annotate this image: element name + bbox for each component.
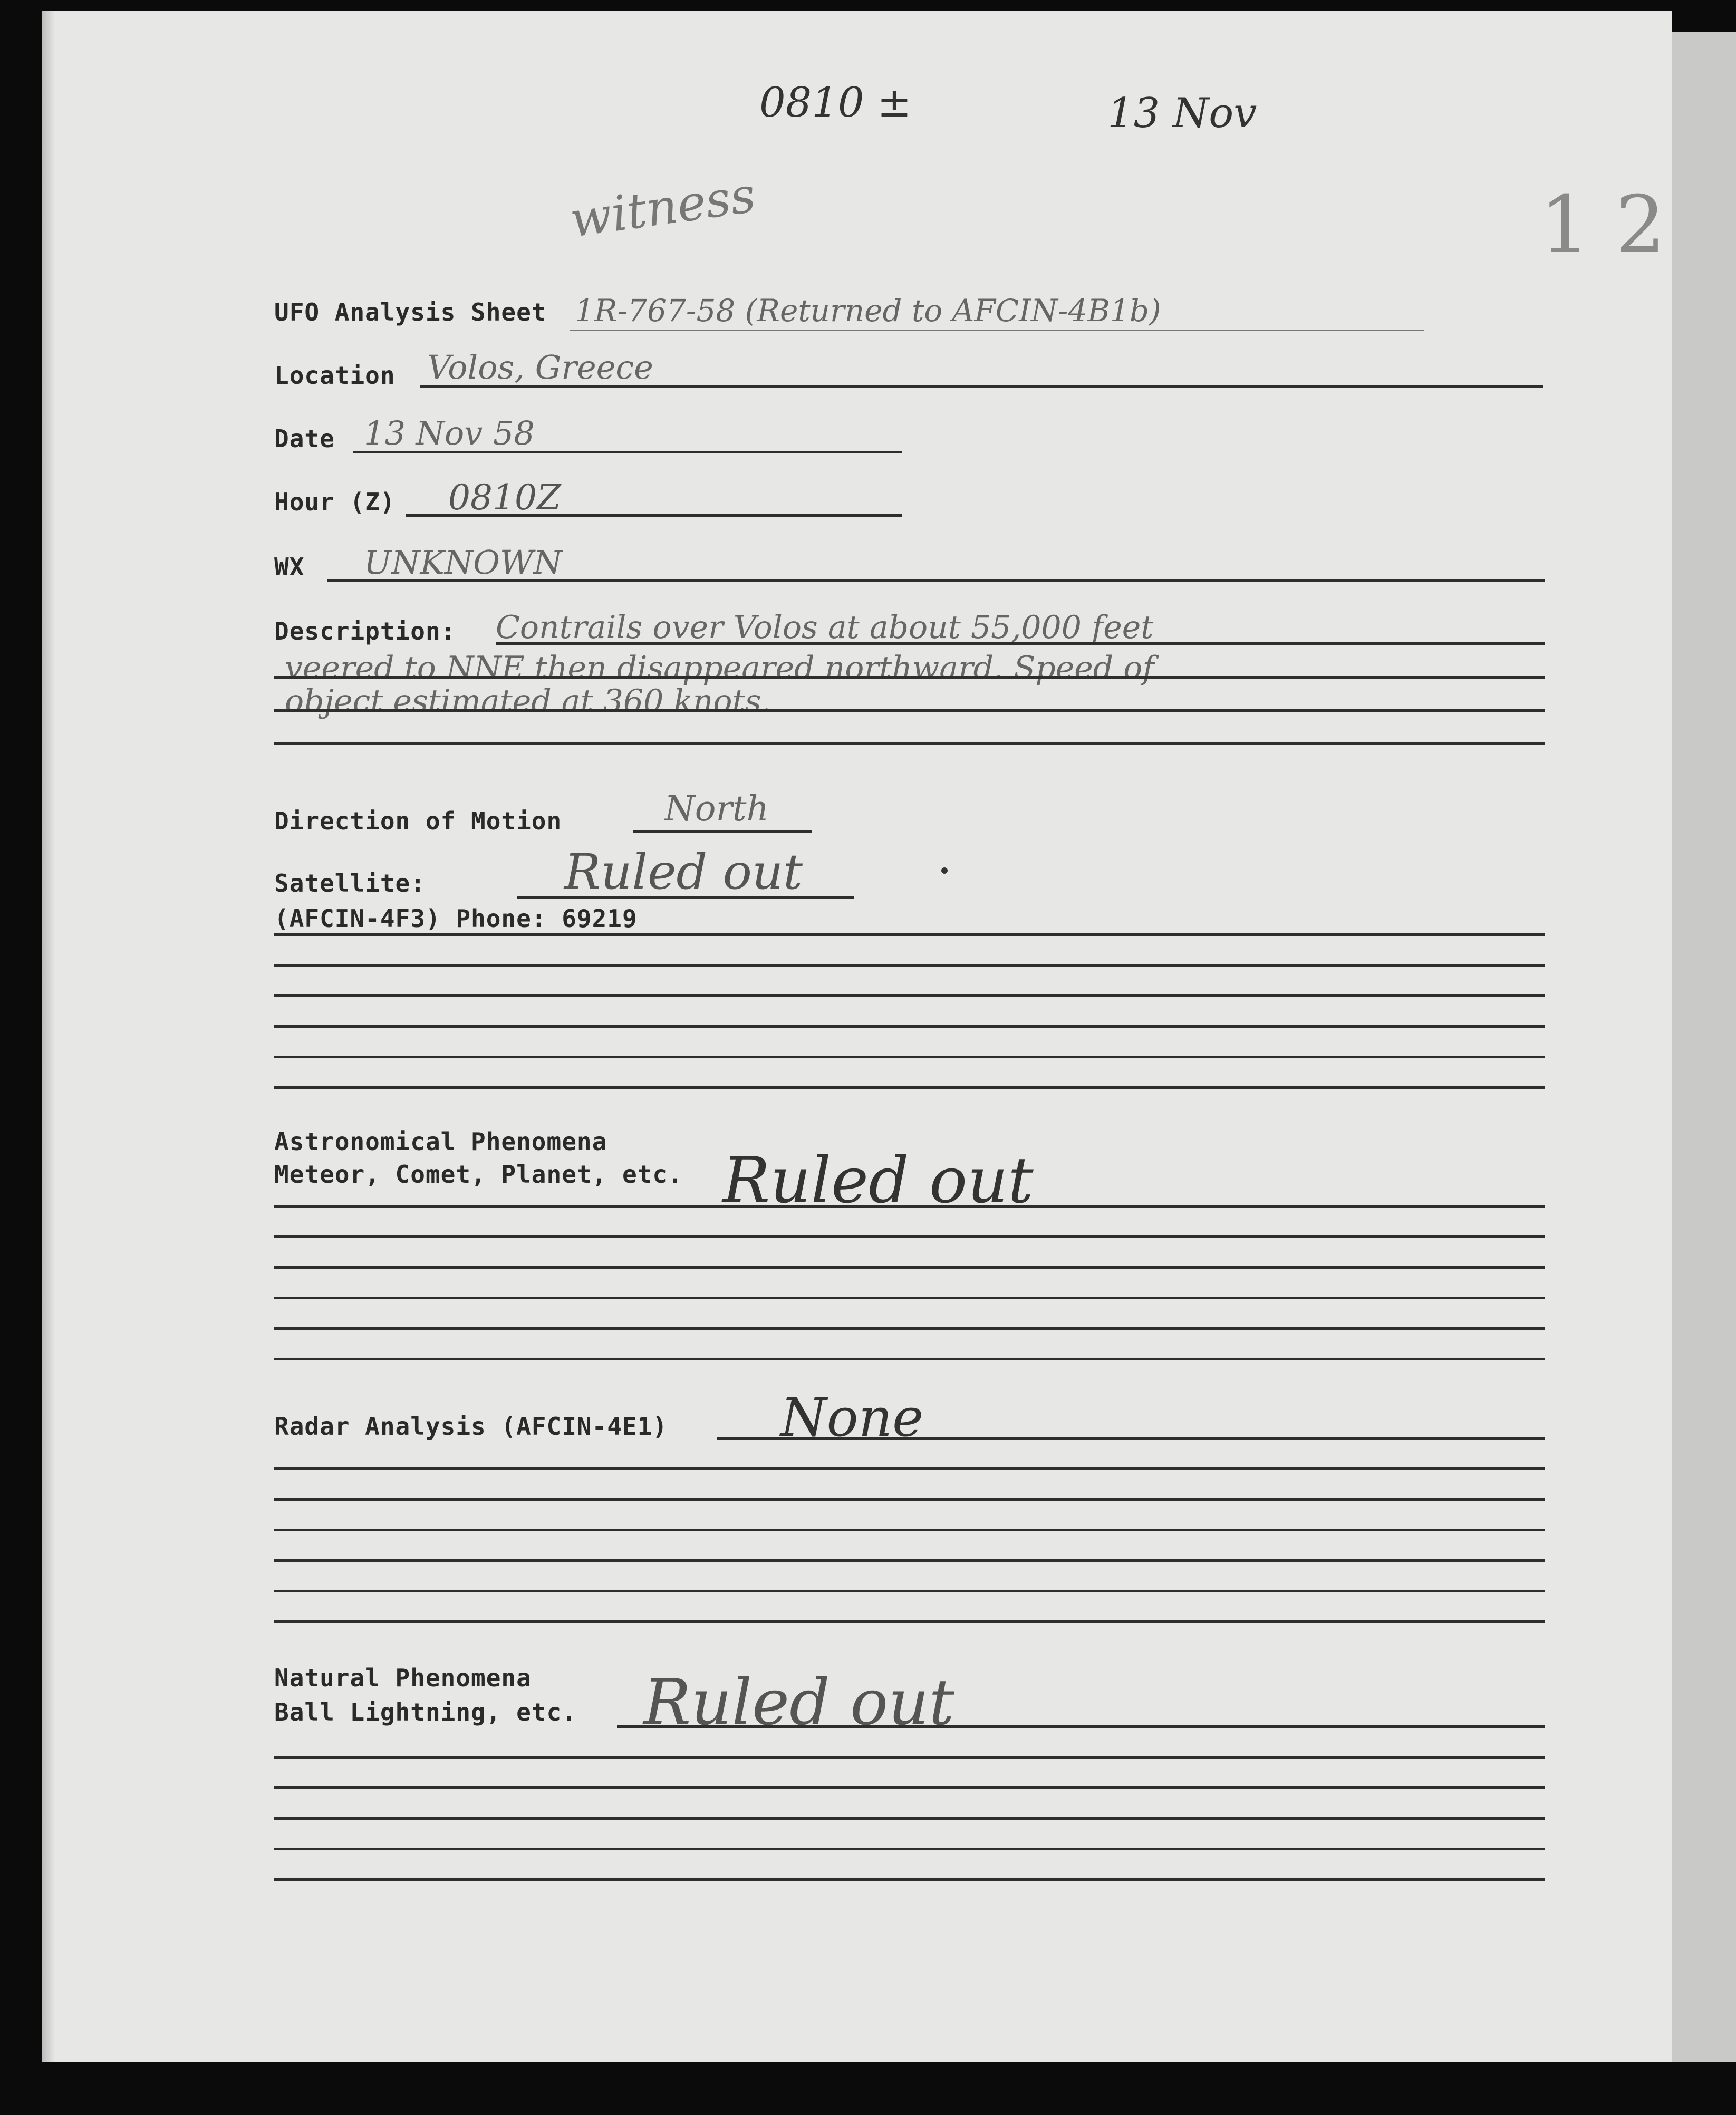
top-right-code: 13 Nov [1107,90,1257,137]
satellite-line-3 [274,994,1545,997]
ink-dot [941,867,948,874]
natural-line-5 [274,1878,1545,1881]
hour-underline [406,514,902,517]
page-edge-shadow [42,11,55,2062]
description-underline-4 [274,742,1545,745]
description-label: Description: [274,617,456,645]
location-underline [420,385,1543,388]
satellite-value: Ruled out [564,844,803,900]
analysis-sheet-underline [570,330,1424,331]
astro-label-2: Meteor, Comet, Planet, etc. [274,1160,683,1189]
astro-label-1: Astronomical Phenomena [274,1127,607,1156]
direction-label: Direction of Motion [274,807,562,835]
astro-line-3 [274,1266,1545,1269]
analysis-sheet-value: 1R-767-58 (Returned to AFCIN-4B1b) [575,293,1161,329]
astro-value: Ruled out [722,1144,1034,1218]
satellite-line-1 [274,933,1545,936]
natural-value: Ruled out [643,1666,954,1740]
analysis-sheet-label: UFO Analysis Sheet [274,298,547,326]
astro-line-4 [274,1297,1545,1299]
description-underline-1 [496,642,1545,645]
natural-line-4 [274,1848,1545,1850]
radar-value: None [780,1387,924,1448]
date-underline [353,451,902,453]
hour-label: Hour (Z) [274,488,396,516]
satellite-line-5 [274,1056,1545,1058]
description-underline-2 [274,676,1545,679]
document-page [42,11,1672,2062]
corner-mark: 1 2 [1540,179,1666,271]
top-left-code: 0810 ± [759,79,912,127]
natural-line-1 [274,1756,1545,1759]
satellite-line-6 [274,1086,1545,1089]
astro-line-6 [274,1358,1545,1360]
description-line-3: object estimated at 360 knots. [285,683,771,720]
satellite-line-2 [274,964,1545,967]
satellite-label: Satellite: [274,869,426,897]
location-value: Volos, Greece [427,348,653,387]
wx-value: UNKNOWN [364,543,562,582]
astro-line-5 [274,1327,1545,1330]
satellite-underline [517,896,854,899]
direction-underline [633,830,812,833]
natural-line-3 [274,1817,1545,1820]
witness-note: witness [566,166,759,249]
astro-line-2 [274,1235,1545,1238]
radar-line-1 [274,1467,1545,1470]
wx-underline [327,579,1545,582]
natural-underline [617,1725,1545,1728]
date-label: Date [274,424,335,453]
radar-line-5 [274,1590,1545,1592]
wx-label: WX [274,553,305,581]
satellite-line-4 [274,1025,1545,1028]
natural-label-2: Ball Lightning, etc. [274,1698,577,1726]
description-underline-3 [274,709,1545,712]
location-label: Location [274,361,396,390]
radar-underline [717,1437,1545,1440]
page-right-edge [1672,32,1736,2062]
natural-line-2 [274,1786,1545,1789]
astro-line-1 [274,1205,1545,1208]
direction-value: North [664,788,769,829]
description-line-1: Contrails over Volos at about 55,000 feet [496,609,1154,646]
satellite-phone: (AFCIN-4F3) Phone: 69219 [274,904,638,933]
description-line-2: veered to NNE then disappeared northward. Speed of [285,650,1154,687]
radar-line-2 [274,1498,1545,1501]
date-value: 13 Nov 58 [364,414,535,452]
natural-label-1: Natural Phenomena [274,1664,532,1692]
hour-value: 0810Z [448,477,561,518]
radar-line-3 [274,1529,1545,1531]
radar-line-4 [274,1559,1545,1562]
radar-label: Radar Analysis (AFCIN-4E1) [274,1412,668,1441]
radar-line-6 [274,1620,1545,1623]
